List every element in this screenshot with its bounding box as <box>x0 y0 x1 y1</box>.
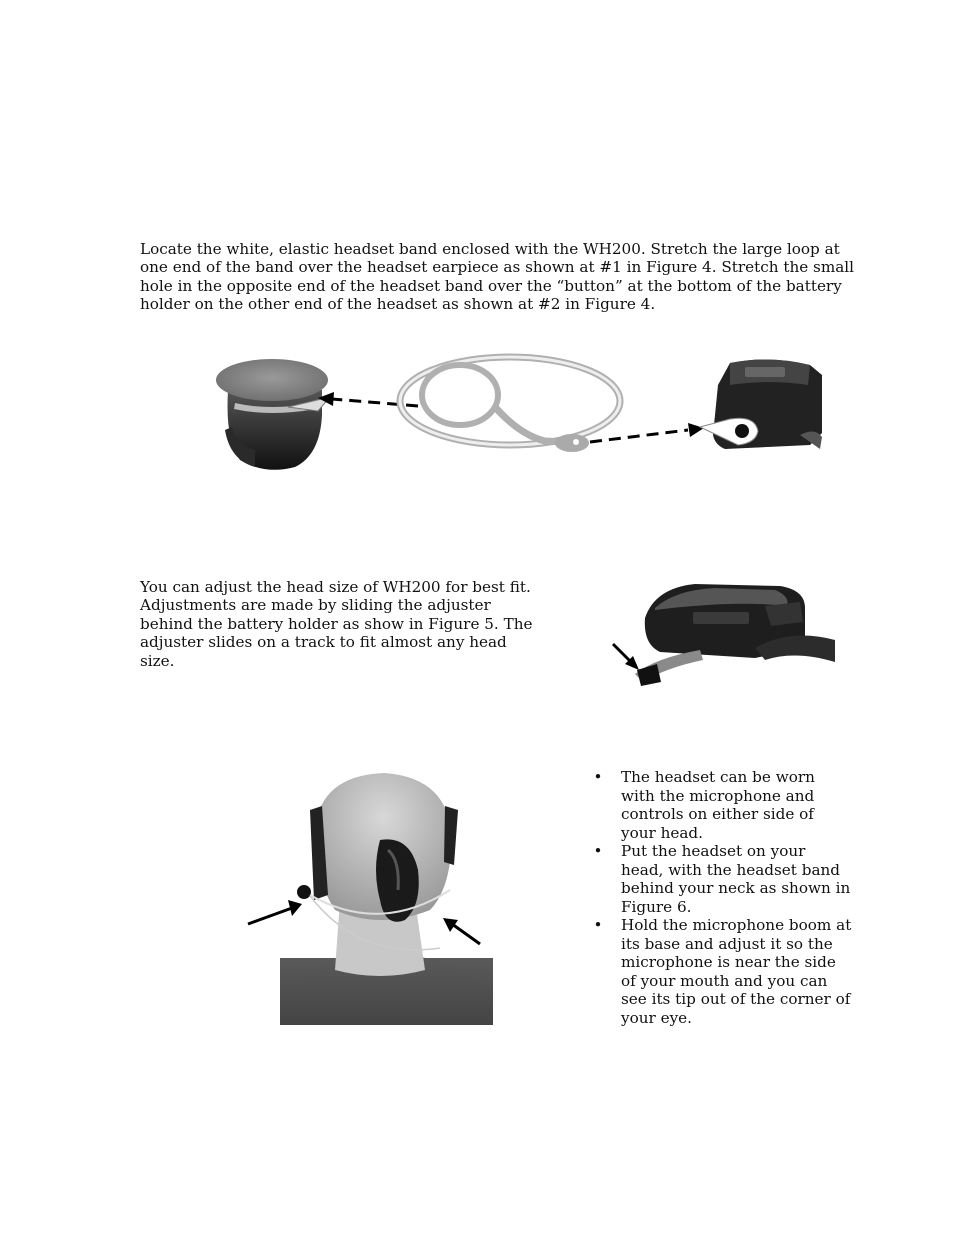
figure-5-adjuster-illustration <box>605 578 840 693</box>
figure-4-headset-band-illustration <box>210 345 840 485</box>
adjuster-arrow <box>613 644 631 662</box>
earpiece-image <box>216 359 330 470</box>
elastic-band-image <box>400 357 620 452</box>
list-item <box>592 916 852 1027</box>
adjust-instructions-paragraph: You can adjust the head size of WH200 for best fit. Adjustments are made by sliding the adjuster behind the battery holder as show in Figure 5. The adjuster slides on a track to fit almost any head size. <box>140 578 533 670</box>
figure-6-headset-worn-photo <box>240 770 500 1028</box>
left-arrow-head-icon <box>288 900 302 916</box>
wearing-instructions-list <box>592 768 852 1027</box>
bullet-icon: • <box>593 916 603 934</box>
bullet-icon: • <box>593 842 603 860</box>
left-arrow <box>248 908 292 924</box>
battery-holder-adjuster-image <box>635 584 835 686</box>
list-item <box>592 842 852 916</box>
battery-holder-image <box>700 359 822 449</box>
list-item-text: The headset can be worn with the microphone and controls on either side of your head. <box>621 768 815 842</box>
dashed-arrow-1 <box>332 399 418 406</box>
bullet-icon: • <box>593 768 603 786</box>
band-instructions-paragraph: Locate the white, elastic headset band enclosed with the WH200. Stretch the large loop at one end of the band over the headset earpiece as shown at #1 in Figure 4. Stretch the small hole in the opposite end of the headset band over the “button” at the bottom of the battery holder on the other end of the headset as shown at #2 in Figure 4. <box>140 240 855 314</box>
person-back-of-head-photo <box>280 773 493 1025</box>
list-item-text: Put the headset on your head, with the headset band behind your neck as shown in Figure 6. <box>621 842 851 916</box>
arrow-head-2-icon <box>688 423 704 437</box>
dashed-arrow-2 <box>590 430 688 442</box>
list-item <box>592 768 852 842</box>
right-arrow <box>452 924 480 944</box>
list-item-text: Hold the microphone boom at its base and adjust it so the microphone is near the side of your mouth and you can see its tip out of the corner of your eye. <box>621 916 852 1027</box>
